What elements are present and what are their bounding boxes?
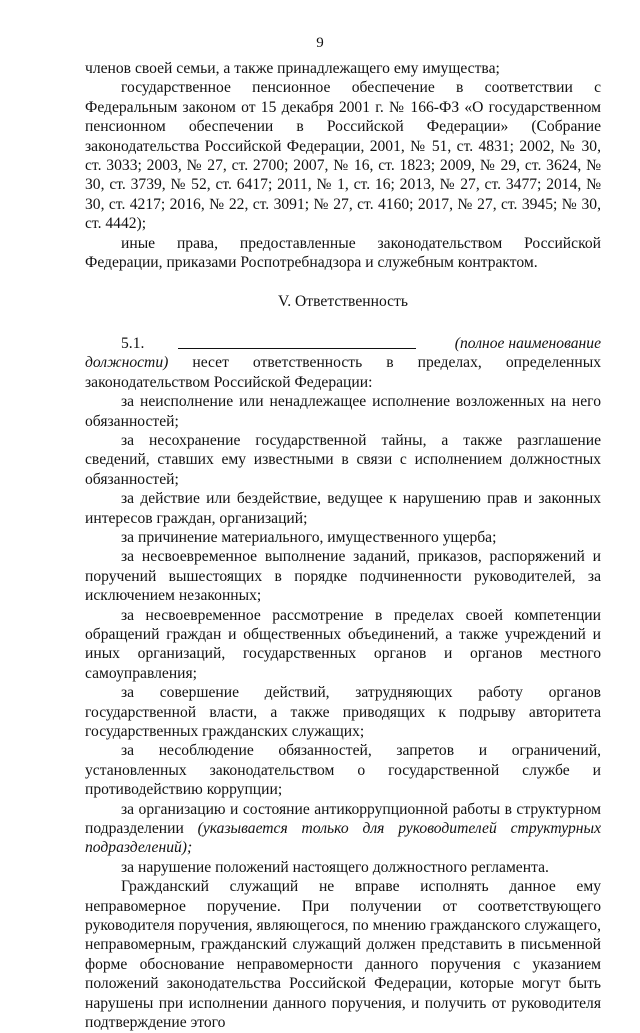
responsibility-item-regulation: за нарушение положений настоящего должностного регламента. (121, 858, 549, 876)
responsibility-item: за причинение материального, имущественного ущерба; (121, 528, 497, 546)
responsibility-item: за несвоевременное рассмотрение в пределах своей компетенции обращений граждан и общественных объединений, а также учреждений и иных организаций, государственных органов и органов местного самоуправления; (85, 606, 601, 682)
anticorruption-text: за организацию и состояние антикоррупционной работы в структурном подразделении (85, 800, 601, 838)
paragraph-family: членов своей семьи, а также принадлежащего ему имущества; (85, 60, 500, 77)
clause-number: 5.1. (121, 334, 145, 352)
responsibility-item: за действие или бездействие, ведущее к нарушению прав и законных интересов граждан, организаций; (85, 490, 601, 527)
section-heading: V. Ответственность (278, 293, 408, 311)
clause-hint-part2: должности) (85, 354, 169, 372)
clause-5-1-continuation (85, 353, 601, 392)
responsibility-item: за несохранение государственной тайны, а также разглашение сведений, ставших ему известными в связи с исполнением должностных обязанностей; (85, 431, 601, 488)
paragraph-final: Гражданский служащий не вправе исполнять данное ему неправомерное поручение. При получении от соответствующего руководителя поручения, являющегося, по мнению гражданского служащего, неправомерным, гражданский служащий должен представить в письменной форме обоснование неправомерности данного поручения с указанием положений законодательства Российской Федерации, которые могут быть нарушены при исполнении данного поручения, и получить от руководителя подтверждение этого (85, 878, 601, 1032)
anticorruption-hint: (указывается только для руководителей структурных подразделений); (85, 820, 601, 857)
paragraph-other-rights: иные права, предоставленные законодательством Российской Федерации, приказами Роспотребнадзора и служебным контрактом. (85, 234, 601, 272)
responsibility-item-anticorruption (85, 800, 601, 858)
responsibility-item: за совершение действий, затрудняющих работу органов государственной власти, а также приводящих к подрыву авторитета государственных гражданских служащих; (85, 684, 601, 740)
clause-text: несет ответственность в пределах, определенных законодательством Российской Федерации: (85, 354, 601, 391)
clause-hint-part1: (полное наименование (454, 334, 601, 352)
position-blank-line (178, 334, 416, 349)
responsibility-item: за несвоевременное выполнение заданий, приказов, распоряжений и поручений вышестоящих в порядке подчиненности руководителей, за исключением незаконных; (85, 548, 601, 605)
responsibility-item: за несоблюдение обязанностей, запретов и ограничений, установленных законодательством о государственной службе и противодействию коррупции; (85, 742, 601, 799)
responsibility-item: за неисполнение или ненадлежащее исполнение возложенных на него обязанностей; (85, 393, 601, 430)
clause-5-1-line (85, 334, 601, 353)
paragraph-pension: государственное пенсионное обеспечение в соответствии с Федеральным законом от 15 декабря 2001 г. № 166-ФЗ «О государственном пенсионном обеспечении в Российской Федерации» (Собрание законодательства Российской Федерации, 2001, № 51, ст. 4831; 2002, № 30, ст. 3033; 2003, № 27, ст. 2700; 2007, № 16, ст. 1823; 2009, № 29, ст. 3624, № 30, ст. 3739, № 52, ст. 6417; 2011, № 1, ст. 16; 2013, № 27, ст. 3477; 2014, № 30, ст. 4217; 2016, № 22, ст. 3091; № 27, ст. 4160; 2017, № 27, ст. 3945; № 30, ст. 4442); (85, 79, 601, 233)
document-body (85, 59, 601, 1033)
page-number: 9 (316, 35, 324, 51)
